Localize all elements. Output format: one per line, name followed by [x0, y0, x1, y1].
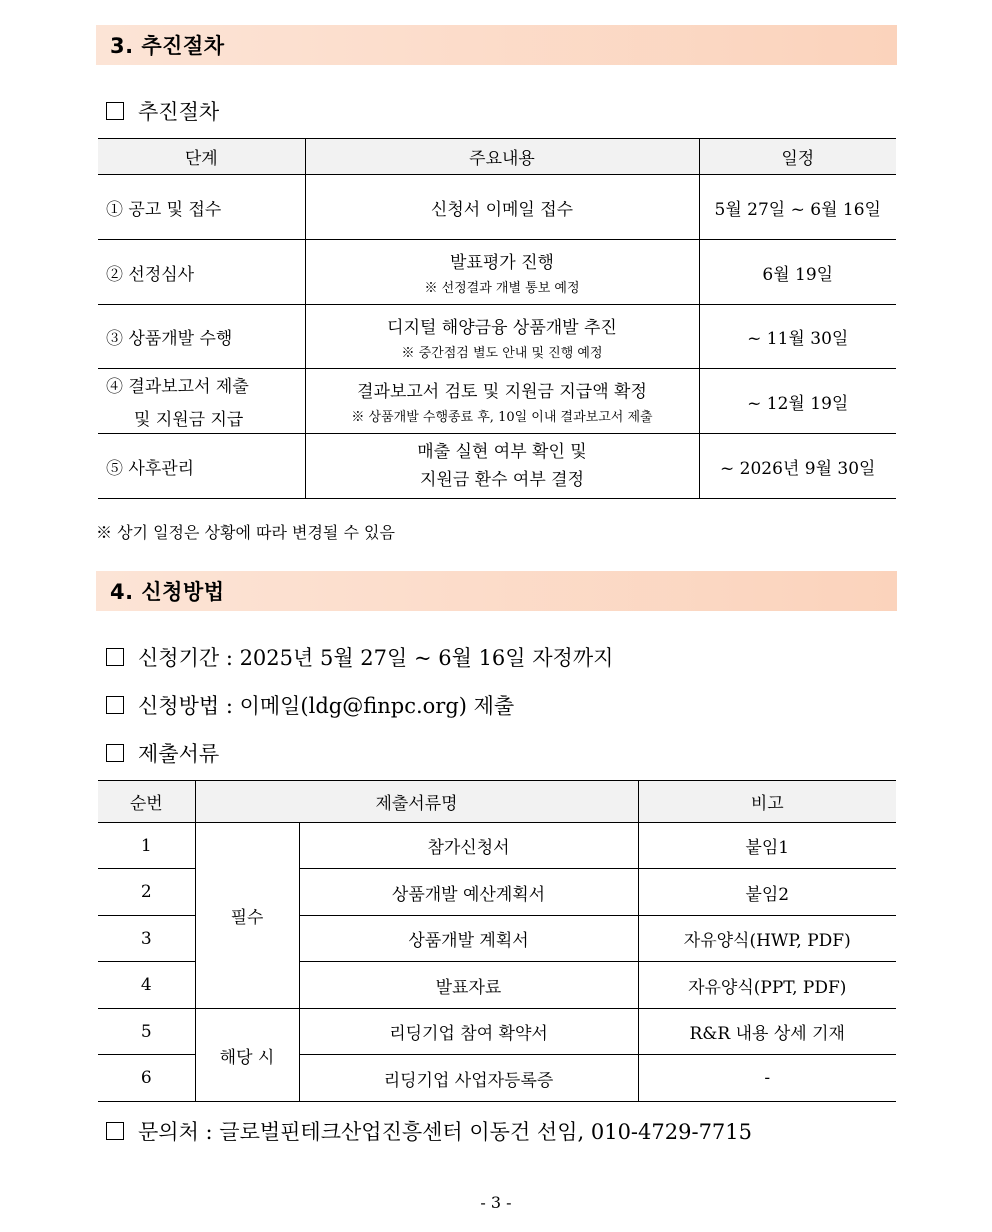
procedure-heading [106, 96, 219, 126]
table-header: 비고 [638, 781, 896, 823]
schedule-cell: ~ 2026년 9월 30일 [699, 434, 896, 499]
document-remark: 자유양식(PPT, PDF) [638, 962, 896, 1009]
content-note: ※ 선정결과 개별 통보 예정 [424, 281, 580, 296]
application-method [106, 690, 514, 720]
stage-cell: ⑤ 사후관리 [98, 434, 305, 499]
content-cell: 발표평가 진행 ※ 선정결과 개별 통보 예정 [305, 240, 699, 305]
document-name: 상품개발 예산계획서 [299, 869, 638, 916]
section-3-header [96, 25, 897, 65]
document-remark: - [638, 1055, 896, 1102]
row-number: 6 [98, 1055, 195, 1102]
row-number: 3 [98, 916, 195, 962]
schedule-footnote: ※ 상기 일정은 상황에 따라 변경될 수 있음 [96, 523, 395, 542]
stage-cell: ② 선정심사 [98, 240, 305, 305]
document-remark: R&R 내용 상세 기재 [638, 1009, 896, 1055]
contact-text: 문의처 : 글로벌핀테크산업진흥센터 이동건 선임, 010-4729-7715 [138, 1120, 753, 1144]
stage-cell: ① 공고 및 접수 [98, 175, 305, 240]
checkbox-square-icon [106, 102, 124, 120]
stage-cell: ③ 상품개발 수행 [98, 305, 305, 369]
content-cell: 디지털 해양금융 상품개발 추진 ※ 중간점검 별도 안내 및 진행 예정 [305, 305, 699, 369]
schedule-cell: ~ 11월 30일 [699, 305, 896, 369]
application-method-text: 신청방법 : 이메일(ldg@finpc.org) 제출 [138, 694, 515, 718]
document-remark: 붙임2 [638, 869, 896, 916]
procedure-table [98, 138, 896, 499]
procedure-heading-text: 추진절차 [138, 100, 220, 124]
table-row [98, 369, 896, 434]
document-name: 리딩기업 참여 확약서 [299, 1009, 638, 1055]
schedule-cell: 6월 19일 [699, 240, 896, 305]
content-cell: 신청서 이메일 접수 [305, 175, 699, 240]
section-3-title: 3. 추진절차 [110, 34, 225, 58]
table-header: 일정 [699, 139, 896, 175]
table-row [98, 240, 896, 305]
row-number: 5 [98, 1009, 195, 1055]
document-name: 리딩기업 사업자등록증 [299, 1055, 638, 1102]
checkbox-square-icon [106, 1122, 124, 1140]
row-number: 2 [98, 869, 195, 916]
table-header: 순번 [98, 781, 195, 823]
page-number: - 3 - [480, 1193, 512, 1212]
documents-heading-text: 제출서류 [138, 742, 220, 766]
group-required: 필수 [195, 823, 299, 1009]
content-cell: 결과보고서 검토 및 지원금 지급액 확정 ※ 상품개발 수행종료 후, 10일 이내 결과보고서 제출 [305, 369, 699, 434]
application-period [106, 642, 613, 672]
document-remark: 자유양식(HWP, PDF) [638, 916, 896, 962]
row-number: 1 [98, 823, 195, 869]
document-name: 발표자료 [299, 962, 638, 1009]
section-4-title: 4. 신청방법 [110, 580, 225, 604]
table-row [98, 1009, 896, 1055]
schedule-cell: ~ 12월 19일 [699, 369, 896, 434]
checkbox-square-icon [106, 648, 124, 666]
table-row [98, 305, 896, 369]
table-row [98, 434, 896, 499]
table-row [98, 175, 896, 240]
content-cell: 매출 실현 여부 확인 및 지원금 환수 여부 결정 [305, 434, 699, 499]
row-number: 4 [98, 962, 195, 1009]
group-conditional: 해당 시 [195, 1009, 299, 1102]
checkbox-square-icon [106, 744, 124, 762]
table-header: 주요내용 [305, 139, 699, 175]
schedule-cell: 5월 27일 ~ 6월 16일 [699, 175, 896, 240]
table-header: 단계 [98, 139, 305, 175]
application-period-text: 신청기간 : 2025년 5월 27일 ~ 6월 16일 자정까지 [138, 646, 614, 670]
table-header: 제출서류명 [195, 781, 638, 823]
content-note: ※ 중간점검 별도 안내 및 진행 예정 [401, 345, 603, 361]
content-note: ※ 상품개발 수행종료 후, 10일 이내 결과보고서 제출 [351, 410, 653, 425]
contact-info [106, 1116, 752, 1146]
document-remark: 붙임1 [638, 823, 896, 869]
document-name: 참가신청서 [299, 823, 638, 869]
documents-table [98, 780, 896, 1102]
table-row [98, 823, 896, 869]
stage-cell: ④ 결과보고서 제출 및 지원금 지급 [98, 369, 305, 434]
section-4-header [96, 571, 897, 611]
documents-heading [106, 738, 219, 768]
document-name: 상품개발 계획서 [299, 916, 638, 962]
checkbox-square-icon [106, 696, 124, 714]
